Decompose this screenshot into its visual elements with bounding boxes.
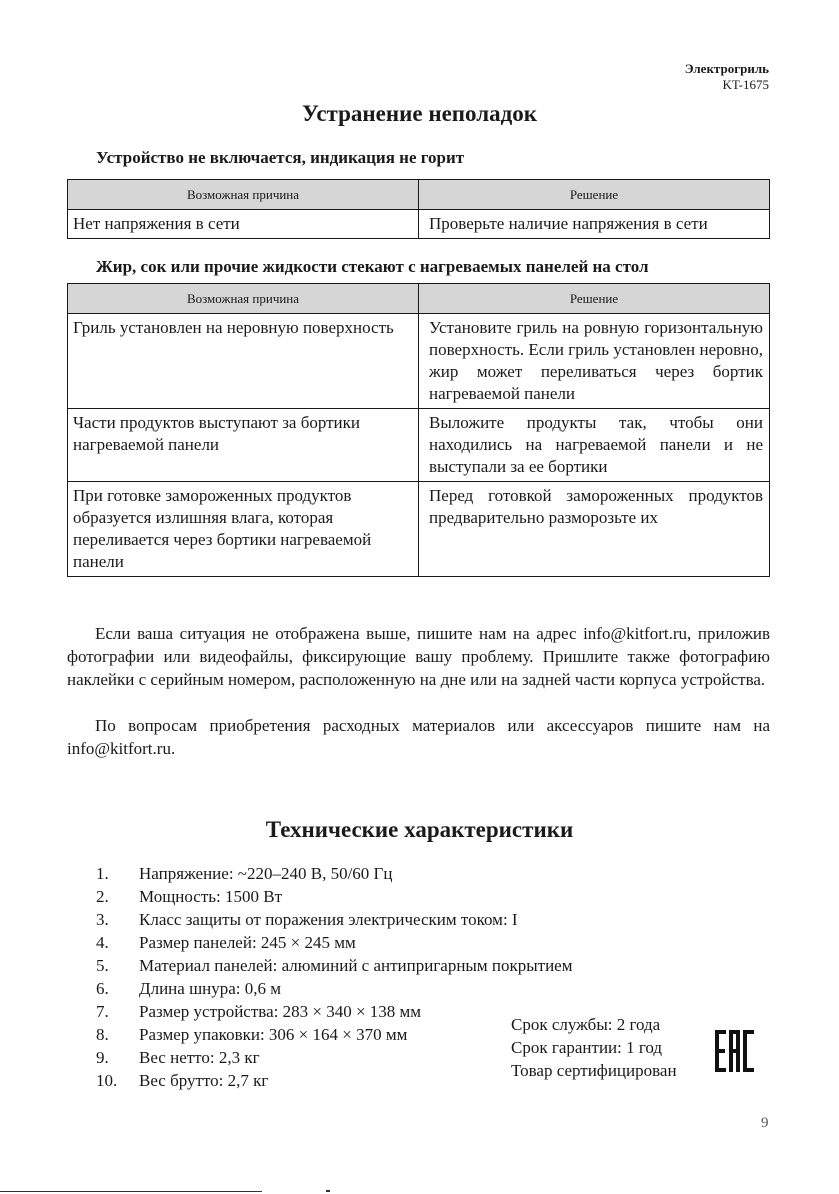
item-text: Вес брутто: 2,7 кг <box>139 1071 269 1090</box>
product-name: Электрогриль <box>684 61 769 76</box>
item-number: 6. <box>96 979 109 998</box>
item-text: Размер упаковки: 306 × 164 × 370 мм <box>139 1025 408 1044</box>
accessories-paragraph-text: По вопросам приобретения расходных материалов или аксессуаров пишите нам на info@kitfort.ru. <box>67 716 770 758</box>
footer-mark <box>326 1190 330 1192</box>
service-info <box>511 1013 677 1082</box>
solution-cell: Проверьте наличие напряжения в сети <box>419 210 770 239</box>
problem-heading-2: Жир, сок или прочие жидкости стекают с нагреваемых панелей на стол <box>96 257 649 276</box>
cause-cell: Нет напряжения в сети <box>68 210 419 239</box>
item-number: 7. <box>96 1002 109 1021</box>
item-text: Размер устройства: 283 × 340 × 138 мм <box>139 1002 422 1021</box>
item-number: 2. <box>96 887 109 906</box>
table-row <box>68 314 770 409</box>
specs-title: Технические характеристики <box>265 817 574 842</box>
page-number: 9 <box>761 1115 769 1131</box>
contact-paragraph-text: Если ваша ситуация не отображена выше, пишите нам на адрес info@kitfort.ru, приложив фотографии или видеофайлы, фиксирующие вашу проблему. Пришлите также фотографию наклейки с серийным номером, расположенную на дне или на задней части корпуса устройства. <box>67 624 770 689</box>
table-header-row <box>68 284 770 314</box>
troubleshooting-title: Устранение неполадок <box>301 101 538 126</box>
warranty-period: Срок гарантии: 1 год <box>511 1038 663 1057</box>
item-number: 1. <box>96 864 109 883</box>
item-text: Напряжение: ~220–240 В, 50/60 Гц <box>139 864 393 883</box>
item-text: Размер панелей: 245 × 245 мм <box>139 933 356 952</box>
item-text: Мощность: 1500 Вт <box>139 887 283 906</box>
item-number: 9. <box>96 1048 109 1067</box>
problem-heading-1: Устройство не включается, индикация не горит <box>96 148 465 167</box>
table-row <box>68 409 770 482</box>
item-number: 4. <box>96 933 109 952</box>
table-row <box>68 210 770 239</box>
solution-cell: Перед готовкой замороженных продуктов предварительно разморозьте их <box>419 482 770 577</box>
eac-certification-icon <box>715 1030 755 1072</box>
solution-cell: Выложите продукты так, чтобы они находились на нагреваемой панели и не выступали за ее бортики <box>419 409 770 482</box>
certification-note: Товар сертифицирован <box>511 1061 677 1080</box>
item-text: Класс защиты от поражения электрическим током: I <box>139 910 518 929</box>
contact-paragraph <box>67 622 770 691</box>
accessories-paragraph <box>67 714 770 760</box>
column-header-cause: Возможная причина <box>68 180 419 210</box>
item-number: 10. <box>96 1071 118 1090</box>
troubleshooting-table-2 <box>67 283 770 577</box>
column-header-solution: Решение <box>419 284 770 314</box>
item-text: Длина шнура: 0,6 м <box>139 979 282 998</box>
troubleshooting-table-1 <box>67 179 770 239</box>
cause-cell: При готовке замороженных продуктов образуется излишняя влага, которая переливается через бортики нагреваемой панели <box>68 482 419 577</box>
item-number: 8. <box>96 1025 109 1044</box>
footer-rule <box>0 1191 262 1192</box>
solution-cell: Установите гриль на ровную горизонтальную поверхность. Если гриль установлен неровно, жир может переливаться через бортик нагреваемой панели <box>419 314 770 409</box>
cause-cell: Части продуктов выступают за бортики нагреваемой панели <box>68 409 419 482</box>
model-number: KT-1675 <box>722 77 769 92</box>
item-number: 3. <box>96 910 109 929</box>
page-header <box>685 61 769 93</box>
item-text: Вес нетто: 2,3 кг <box>139 1048 260 1067</box>
column-header-solution: Решение <box>419 180 770 210</box>
table-row <box>68 482 770 577</box>
service-life: Срок службы: 2 года <box>511 1015 661 1034</box>
item-number: 5. <box>96 956 109 975</box>
table-header-row <box>68 180 770 210</box>
cause-cell: Гриль установлен на неровную поверхность <box>68 314 419 409</box>
item-text: Материал панелей: алюминий с антипригарным покрытием <box>139 956 573 975</box>
column-header-cause: Возможная причина <box>68 284 419 314</box>
